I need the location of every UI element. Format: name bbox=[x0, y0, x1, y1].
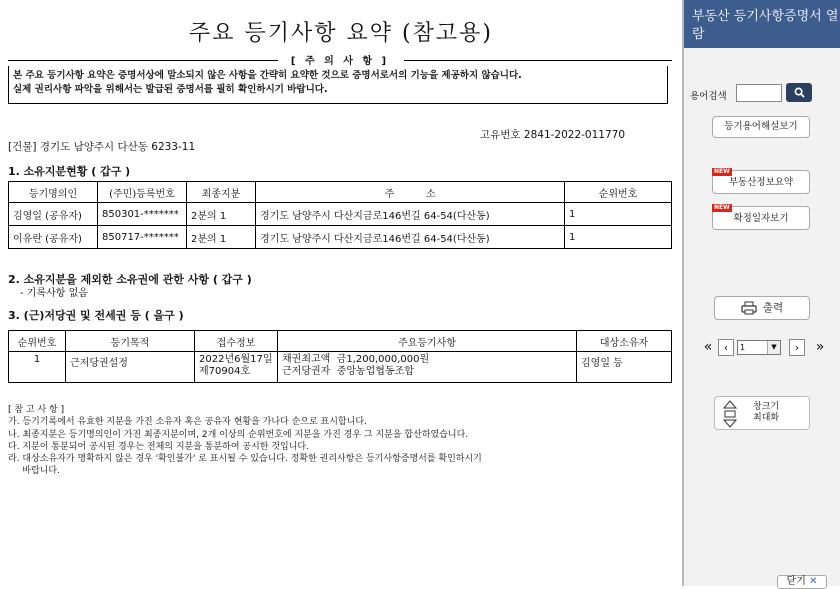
notes-title: [ 참 고 사 항 ] bbox=[8, 405, 65, 415]
table-header: 접수정보 bbox=[195, 331, 278, 352]
notice-title: [ 주 의 사 항 ] bbox=[290, 56, 390, 67]
double-chevron-right-icon: » bbox=[815, 339, 825, 355]
chevron-right-icon: › bbox=[794, 341, 800, 354]
last-page-button[interactable] bbox=[810, 337, 830, 357]
resize-vertical-icon bbox=[723, 400, 737, 428]
table-header: 등기명의인 bbox=[9, 182, 98, 203]
section2-empty-note: - 기록사항 없음 bbox=[20, 288, 88, 299]
table-header: 주 소 bbox=[256, 182, 565, 203]
table-cell: 김영일 등 bbox=[577, 352, 672, 383]
table-cell: 1 bbox=[565, 203, 672, 226]
fixed-date-label: 확정일자보기 bbox=[733, 213, 789, 224]
next-page-button[interactable] bbox=[789, 339, 805, 356]
section3-title: 3. (근)저당권 및 전세권 등 ( 을구 ) bbox=[8, 309, 184, 322]
print-label: 출력 bbox=[762, 302, 784, 314]
table-cell: 근저당권설정 bbox=[66, 352, 195, 383]
search-label: 용어검색 bbox=[690, 91, 727, 102]
unique-number: 고유번호 2841-2022-011770 bbox=[480, 129, 626, 141]
close-label: 닫기 bbox=[786, 576, 806, 587]
notice-box bbox=[8, 66, 668, 104]
table-cell bbox=[278, 352, 577, 383]
table-cell: 2분의 1 bbox=[187, 226, 256, 249]
mortgage-table bbox=[8, 330, 672, 383]
close-icon: ✕ bbox=[809, 576, 818, 587]
page-title: 주요 등기사항 요약 (참고용) bbox=[189, 21, 493, 46]
maximize-label-line1: 창크기 bbox=[753, 402, 780, 412]
note-item: 나. 최종지분은 등기명의인이 가진 최종지분이며, 2개 이상의 순위번호에 지분을 가진 경우 그 지분을 합산하였습니다. bbox=[8, 429, 469, 440]
table-header: 등기목적 bbox=[66, 331, 195, 352]
table-cell: 김영일 (공유자) bbox=[9, 203, 98, 226]
notice-rule-right bbox=[404, 60, 672, 61]
table-header: 주요등기사항 bbox=[278, 331, 577, 352]
search-icon bbox=[794, 87, 805, 98]
first-page-button[interactable] bbox=[698, 337, 718, 357]
search-button[interactable] bbox=[786, 83, 812, 102]
fixed-date-button[interactable] bbox=[712, 206, 810, 230]
table-cell: 1 bbox=[9, 352, 66, 383]
receipt-number: 제70904호 bbox=[199, 366, 251, 377]
section1-title: 1. 소유지분현황 ( 갑구 ) bbox=[8, 165, 131, 178]
maximize-window-button[interactable] bbox=[714, 396, 810, 430]
table-cell: 경기도 남양주시 다산지금로146번길 64-54(다산동) bbox=[256, 203, 565, 226]
table-header: (주민)등록번호 bbox=[98, 182, 187, 203]
notice-line: 실제 권리사항 파악을 위해서는 발급된 증명서를 필히 확인하시기 바랍니다. bbox=[13, 84, 328, 95]
print-button[interactable] bbox=[714, 296, 810, 320]
table-cell: 850301-******* bbox=[98, 203, 187, 226]
table-header: 순위번호 bbox=[565, 182, 672, 203]
receipt-date: 2022년6월17일 bbox=[199, 354, 273, 365]
table-row bbox=[9, 226, 672, 249]
table-header-row bbox=[9, 331, 672, 352]
table-cell: 경기도 남양주시 다산지금로146번길 64-54(다산동) bbox=[256, 226, 565, 249]
glossary-button[interactable]: 등기용어해설보기 bbox=[712, 116, 810, 138]
table-cell: 1 bbox=[565, 226, 672, 249]
notice-line: 본 주요 등기사항 요약은 증명서상에 말소되지 않은 사항을 간략히 요약한 것으로 증명서로서의 기능을 제공하지 않습니다. bbox=[13, 70, 522, 81]
table-cell: 850717-******* bbox=[98, 226, 187, 249]
property-summary-label: 부동산정보요약 bbox=[728, 177, 794, 188]
note-item: 라. 대상소유자가 명확하지 않은 경우 '확인불가' 로 표시될 수 있습니다. 정확한 권리사항은 등기사항증명서를 확인하시기 bbox=[8, 454, 482, 465]
double-chevron-left-icon: « bbox=[703, 339, 713, 355]
table-cell: 이유란 (공유자) bbox=[9, 226, 98, 249]
page-select[interactable] bbox=[737, 340, 781, 355]
new-badge: NEW bbox=[714, 168, 730, 175]
ownership-table bbox=[8, 181, 672, 249]
search-input[interactable] bbox=[736, 84, 782, 102]
table-header: 대상소유자 bbox=[577, 331, 672, 352]
property-summary-button[interactable] bbox=[712, 170, 810, 194]
chevron-left-icon: ‹ bbox=[723, 341, 729, 354]
section2-title: 2. 소유지분을 제외한 소유권에 관한 사항 ( 갑구 ) bbox=[8, 273, 252, 286]
table-row bbox=[9, 203, 672, 226]
note-item: 바랍니다. bbox=[8, 466, 60, 477]
table-row bbox=[9, 352, 672, 383]
prev-page-button[interactable] bbox=[718, 339, 734, 356]
page-value: 1 bbox=[740, 343, 746, 352]
new-badge: NEW bbox=[714, 204, 730, 211]
table-cell: 2분의 1 bbox=[187, 203, 256, 226]
reference-notes bbox=[8, 404, 482, 478]
maximize-label-line2: 최대화 bbox=[753, 413, 780, 423]
printer-icon bbox=[741, 301, 757, 315]
table-header: 순위번호 bbox=[9, 331, 66, 352]
table-header: 최종지분 bbox=[187, 182, 256, 203]
sidebar bbox=[682, 0, 840, 586]
table-header-row bbox=[9, 182, 672, 203]
sidebar-title: 부동산 등기사항증명서 열람 bbox=[684, 0, 840, 48]
building-address: [건물] 경기도 남양주시 다산동 6233-11 bbox=[8, 141, 196, 153]
notice-header bbox=[8, 54, 672, 67]
note-item: 다. 지분이 통분되어 공시된 경우는 전체의 지분을 통분하여 공시한 것입니다. bbox=[8, 441, 309, 452]
table-cell bbox=[195, 352, 278, 383]
note-item: 가. 등기기록에서 유효한 지분을 가진 소유자 혹은 공유자 현황을 가나다 순으로 표시합니다. bbox=[8, 417, 367, 428]
claim-amount: 채권최고액 금1,200,000,000원 bbox=[282, 354, 430, 365]
chevron-down-icon: ▼ bbox=[767, 341, 780, 354]
mortgagee: 근저당권자 중앙농업협동조합 bbox=[282, 366, 414, 377]
close-button[interactable] bbox=[777, 575, 827, 589]
